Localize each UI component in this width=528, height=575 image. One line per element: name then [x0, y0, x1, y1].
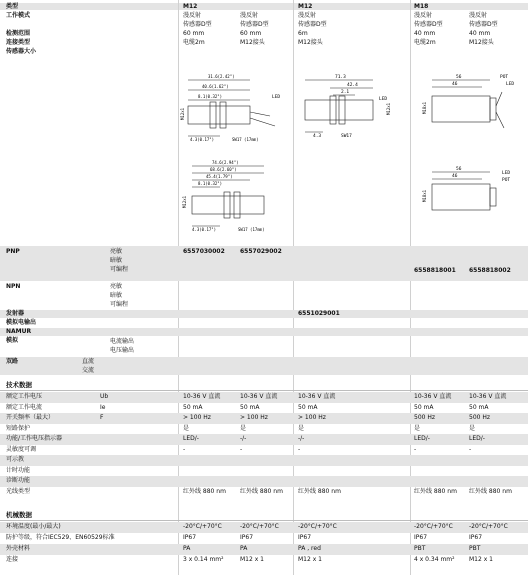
d5-led: LED	[502, 171, 511, 176]
namur-row	[0, 328, 528, 336]
col4-l0: 漫反射	[414, 12, 433, 19]
row-value: PA	[183, 545, 191, 552]
row-symbol: Ub	[100, 393, 109, 400]
pnp-code0: 6557030002	[183, 248, 225, 255]
row-label: 光线类型	[6, 487, 31, 495]
row-value: > 100 Hz	[183, 414, 211, 421]
row-value: M12 x 1	[240, 556, 264, 563]
d3-led: LED	[506, 82, 515, 87]
data-row-bg	[0, 434, 528, 445]
row-value: 4 x 0.34 mm²	[414, 556, 455, 563]
col3-l1: 传感器D型	[298, 21, 327, 28]
dual-row	[0, 357, 528, 375]
row-value: IP67	[240, 534, 254, 541]
npn-mode1: 暗敏	[110, 292, 123, 299]
col4-title: M18	[414, 3, 429, 10]
row-label: 诊断功能	[6, 477, 31, 484]
row-value: -	[298, 445, 301, 453]
row-label: 功能/工作电压指示器	[6, 435, 63, 442]
d4-dim5: SW17 (17mm)	[238, 227, 265, 232]
label-range: 检测范围	[6, 30, 31, 37]
transmitter-row	[0, 310, 528, 318]
row-value: -/-	[298, 435, 305, 442]
row-symbol: F	[100, 414, 104, 421]
d1-dim4: SW17 (17mm)	[232, 137, 259, 142]
analog2-label: 模拟	[6, 337, 19, 344]
row-value: > 100 Hz	[298, 414, 326, 421]
namur-label: NAMUR	[6, 328, 32, 335]
row-value: 50 mA	[298, 403, 318, 411]
d3-dim1: 46	[452, 82, 458, 87]
row-value: 500 Hz	[414, 414, 436, 421]
d5-dim0: 56	[456, 167, 462, 172]
row-value: IP67	[469, 534, 483, 541]
d1-side: M12x1	[180, 107, 185, 120]
col2-l3: M12接头	[240, 39, 265, 46]
drawing-m12-cable	[180, 68, 292, 148]
d5-side: M18x1	[422, 189, 427, 202]
row-label: 灵敏度可调	[6, 445, 37, 453]
analog2-mode1: 电压输出	[110, 347, 135, 354]
row-label: 计时功能	[6, 466, 31, 474]
row-value: -20°C/+70°C	[414, 523, 453, 530]
row-value: 10-36 V 直流	[240, 393, 278, 400]
row-value: -/-	[240, 435, 247, 442]
row-value: 是	[414, 424, 421, 432]
tech-title: 技术数据	[6, 381, 32, 389]
row-value: -	[183, 445, 186, 453]
row-value: 50 mA	[183, 403, 203, 411]
row-value: -	[469, 445, 472, 453]
row-value: 10-36 V 直流	[298, 393, 336, 400]
row-label: 连接	[6, 556, 19, 563]
col1-title: M12	[183, 3, 198, 10]
col3-l3: M12接头	[298, 39, 323, 46]
pnp-code2: 6558818001	[414, 267, 456, 274]
d2-dim0: 71.3	[335, 75, 346, 80]
d1-dim2: 8.1(0.32")	[198, 94, 223, 99]
row-value: 是	[183, 424, 190, 432]
row-value: M12 x 1	[469, 556, 493, 563]
col3-title: M12	[298, 3, 313, 10]
col1-l3: 电缆2m	[183, 39, 205, 46]
col3-l0: 漫反射	[298, 12, 317, 19]
row-value: IP67	[183, 534, 197, 541]
d3-side: M18x1	[422, 101, 427, 114]
row-value: 10-36 V 直流	[183, 393, 221, 400]
pnp-code1: 6557029002	[240, 248, 282, 255]
col2-l0: 漫反射	[240, 12, 259, 19]
row-value: LED/-	[414, 435, 430, 442]
d4-side: M12x1	[182, 195, 187, 208]
row-value: PA	[240, 545, 248, 552]
row-value: 红外线 880 nm	[414, 487, 457, 495]
row-value: > 100 Hz	[240, 414, 268, 421]
row-value: 红外线 880 nm	[298, 487, 341, 495]
transmitter-code: 6551029001	[298, 310, 340, 317]
row-label: 环境温度(最小/最大)	[6, 523, 61, 530]
pnp-code3: 6558818002	[469, 267, 511, 274]
analog2-mode0: 电流输出	[110, 338, 135, 345]
d5-pot: POT	[502, 178, 511, 183]
npn-mode0: 亮敏	[110, 283, 123, 290]
col2-l2: 60 mm	[240, 30, 262, 37]
d4-dim3: 8.1(0.32")	[198, 181, 223, 186]
row-value: -20°C/+70°C	[240, 523, 279, 530]
row-value: 10-36 V 直流	[414, 393, 452, 400]
row-value: 50 mA	[240, 403, 260, 411]
drawing-m18-cable	[412, 68, 526, 148]
d2-dim4: SW17	[341, 134, 352, 139]
d1-led: LED	[272, 95, 281, 100]
row-value: 红外线 880 nm	[183, 487, 226, 495]
row-value: M12 x 1	[298, 556, 322, 563]
col5-l1: 传感器D型	[469, 21, 498, 28]
d5-dim1: 46	[452, 174, 458, 179]
row-value: 10-36 V 直流	[469, 393, 507, 400]
col1-l2: 60 mm	[183, 30, 205, 37]
d3-dim0: 56	[456, 75, 462, 80]
row-label: 额定工作电流	[6, 403, 43, 411]
row-value: 50 mA	[414, 403, 434, 411]
d1-dim3: 4.3(0.17")	[190, 137, 215, 142]
row-value: -20°C/+70°C	[298, 523, 337, 530]
col5-l0: 漫反射	[469, 12, 488, 19]
col3-l2: 6m	[298, 30, 308, 37]
row-value: 是	[240, 424, 247, 432]
row-value: 红外线 880 nm	[469, 487, 512, 495]
row-value: LED/-	[183, 435, 199, 442]
row-label: 可示教	[6, 456, 25, 463]
d1-dim1: 40.6(1.62")	[202, 84, 229, 89]
row-symbol: Ie	[100, 403, 106, 411]
col4-l3: 电缆2m	[414, 39, 436, 46]
row-value: IP67	[414, 534, 428, 541]
col1-l1: 传感器D型	[183, 21, 212, 28]
row-value: -20°C/+70°C	[469, 523, 508, 530]
npn-label: NPN	[6, 283, 21, 290]
d4-dim1: 68.6(2.60")	[210, 167, 237, 172]
row-label: 防护等级，符合IEC529、EN60529标准	[6, 534, 115, 541]
row-value: -	[240, 445, 243, 453]
pnp-mode1: 暗敏	[110, 257, 123, 264]
row-value: 3 x 0.14 mm²	[183, 556, 224, 563]
mech-title: 机械数据	[6, 511, 32, 519]
row-value: -20°C/+70°C	[183, 523, 222, 530]
npn-mode2: 可编程	[110, 301, 129, 308]
analog-label: 模拟电输出	[6, 319, 37, 326]
pnp-mode0: 亮敏	[110, 248, 123, 255]
row-value: PBT	[469, 545, 481, 552]
data-row-bg	[0, 455, 528, 466]
row-value: 500 Hz	[469, 414, 491, 421]
data-row-bg	[0, 476, 528, 487]
pnp-mode2: 可编程	[110, 266, 129, 273]
col5-l3: M12接头	[469, 39, 494, 46]
transmitter-label: 发射器	[6, 310, 25, 317]
label-size: 传感器大小	[6, 48, 37, 55]
d4-dim2: 45.4(1.79")	[206, 174, 233, 179]
d1-dim0: 31.6(2.42")	[208, 74, 235, 79]
row-value: PBT	[414, 545, 426, 552]
pnp-label: PNP	[6, 248, 20, 255]
dual-mode1: 交流	[82, 367, 95, 374]
dual-mode0: 直流	[82, 358, 95, 365]
drawing-m12-long	[180, 156, 292, 236]
label-conn: 连接类型	[6, 39, 31, 46]
d3-pot: POT	[500, 75, 509, 80]
d4-dim0: 74.6(2.94")	[212, 160, 239, 165]
row-value: IP67	[298, 534, 312, 541]
row-label: 开关频率（最大）	[6, 414, 55, 421]
d4-dim4: 4.3(0.17")	[192, 227, 217, 232]
row-value: -	[414, 445, 417, 453]
row-label: 额定工作电压	[6, 393, 43, 400]
col4-l2: 40 mm	[414, 30, 436, 37]
data-row-bg	[0, 544, 528, 555]
drawing-m12-connector	[295, 68, 407, 148]
row-value: 红外线 880 nm	[240, 487, 283, 495]
d2-dim1: 42.4	[347, 83, 358, 88]
header-bar	[0, 3, 528, 10]
d2-dim2: 2.1	[341, 90, 350, 95]
dual-label: 双路	[6, 358, 19, 365]
row-label: 短路保护	[6, 424, 31, 432]
drawing-m18-connector	[412, 160, 526, 230]
row-value: 是	[469, 424, 476, 432]
col2-l1: 传感器D型	[240, 21, 269, 28]
row-label: 外壳材料	[6, 545, 31, 552]
col1-l0: 漫反射	[183, 12, 202, 19]
label-mode: 工作模式	[6, 12, 31, 19]
col5-l2: 40 mm	[469, 30, 491, 37]
col4-l1: 传感器D型	[414, 21, 443, 28]
row-value: 是	[298, 424, 305, 432]
row-value: LED/-	[469, 435, 485, 442]
row-value: PA , red	[298, 545, 321, 552]
d2-led: LED	[379, 97, 388, 102]
d2-side: M12x1	[386, 102, 391, 115]
d2-dim3: 4.3	[313, 134, 322, 139]
label-type: 类型	[6, 3, 19, 10]
row-value: 50 mA	[469, 403, 489, 411]
